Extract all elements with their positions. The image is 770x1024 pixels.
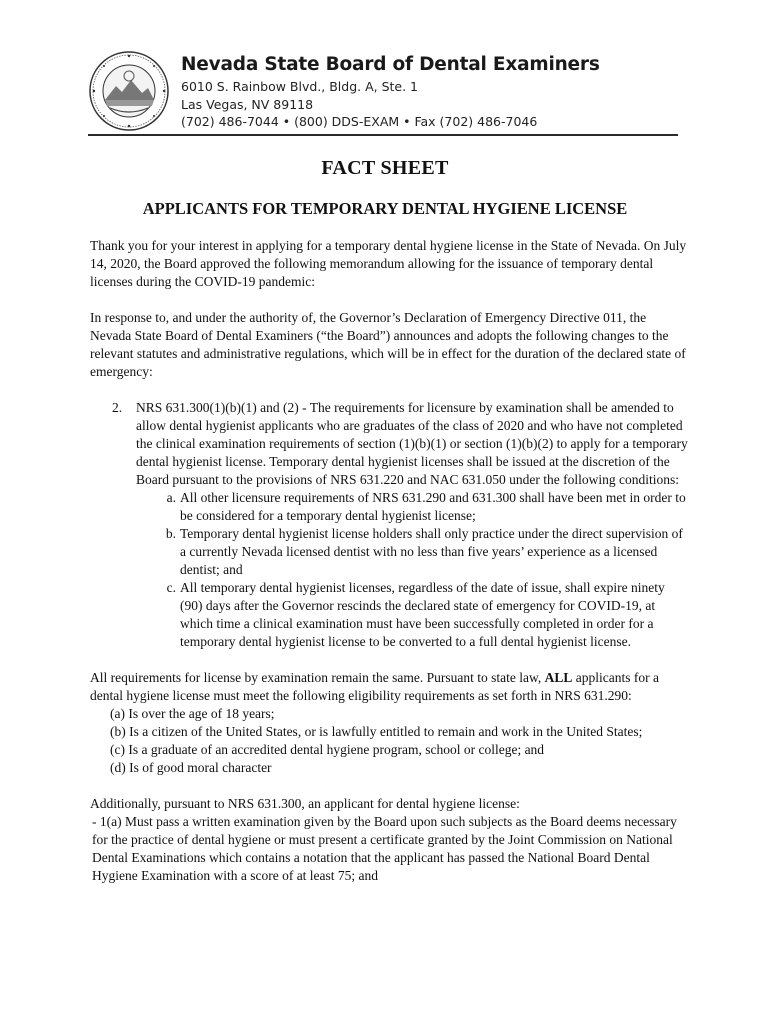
requirement-item: (a) Is over the age of 18 years;: [110, 706, 275, 721]
eligibility-emphasis: ALL: [544, 670, 573, 685]
eligibility-tail: applicants for a dental hygiene license must meet the following eligibility requirements as set forth in NRS 631.290:: [90, 670, 659, 703]
numbered-item-2: [90, 399, 690, 489]
eligibility-lead: All requirements for license by examination remain the same. Pursuant to state law,: [90, 670, 545, 685]
organization-name: Nevada State Board of Dental Examiners: [181, 54, 600, 75]
condition-item: [90, 489, 690, 525]
additional-paragraph: Additionally, pursuant to NRS 631.300, an applicant for dental hygiene license:: [90, 796, 520, 811]
eligibility-paragraph: [90, 669, 690, 705]
page-subtitle: APPLICANTS FOR TEMPORARY DENTAL HYGIENE LICENSE: [142, 199, 628, 218]
condition-item: [90, 579, 690, 651]
condition-text: All other licensure requirements of NRS 631.290 and 631.300 shall have been met in order to be considered for a temporary dental hygienist license;: [180, 490, 686, 523]
requirement-item: (d) Is of good moral character: [110, 760, 272, 775]
intro-paragraph: Thank you for your interest in applying for a temporary dental hygiene license in the State of Nevada. On July 14, 2020, the Board approved the following memorandum allowing for the issuance of temporary dental licenses during the COVID-19 pandemic:: [90, 238, 687, 289]
contact-line: (702) 486-7044 • (800) DDS-EXAM • Fax (702) 486-7046: [181, 114, 538, 129]
condition-label: a.: [166, 490, 176, 505]
requirement-item: (c) Is a graduate of an accredited dental hygiene program, school or college; and: [110, 742, 545, 757]
state-seal-logo: [88, 50, 170, 132]
condition-label: c.: [166, 580, 176, 595]
additional-item: - 1(a) Must pass a written examination given by the Board upon such subjects as the Board deems necessary for the practice of dental hygiene or must present a certificate granted by the Joint Commission on National Dental Examinations which contains a notation that the applicant has passed the National Board Dental Hygiene Examination with a score of at least 75; and: [92, 814, 677, 883]
condition-text: All temporary dental hygienist licenses, regardless of the date of issue, shall expire ninety (90) days after the Governor rescinds the declared state of emergency for COVID-19, at which time a clinical examination must have been successfully completed in order for a temporary dental hygienist license to be converted to a full dental hygienist license.: [180, 580, 665, 649]
address-line-1: 6010 S. Rainbow Blvd., Bldg. A, Ste. 1: [181, 79, 418, 94]
item-text: NRS 631.300(1)(b)(1) and (2) - The requirements for licensure by examination shall be amended to allow dental hygienist applicants who are graduates of the class of 2020 and who have not completed the clinical examination requirements of section (1)(b)(1) or section (1)(b)(2) to apply for a temporary dental hygienist license. Temporary dental hygienist licenses shall be issued at the discretion of the Board pursuant to the provisions of NRS 631.220 and NAC 631.050 under the following conditions:: [136, 400, 688, 487]
condition-item: [90, 525, 690, 579]
requirement-item: (b) Is a citizen of the United States, or is lawfully entitled to remain and work in the United States;: [110, 724, 643, 739]
address-line-2: Las Vegas, NV 89118: [181, 96, 314, 112]
condition-label: b.: [165, 526, 176, 541]
document-body: [90, 237, 690, 885]
condition-text: Temporary dental hygienist license holders shall only practice under the direct supervision of a currently Nevada licensed dentist with no less than five years’ experience as a licensed dentist; and: [180, 526, 683, 577]
letterhead: [181, 54, 600, 131]
page-title: FACT SHEET: [321, 157, 449, 179]
directive-paragraph: In response to, and under the authority of, the Governor’s Declaration of Emergency Directive 011, the Nevada State Board of Dental Examiners (“the Board”) announces and adopts the following changes to the relevant statutes and administrative regulations, which will be in effect for the duration of the declared state of emergency:: [90, 310, 686, 379]
item-number: 2.: [112, 400, 123, 415]
header-divider: [88, 134, 678, 136]
